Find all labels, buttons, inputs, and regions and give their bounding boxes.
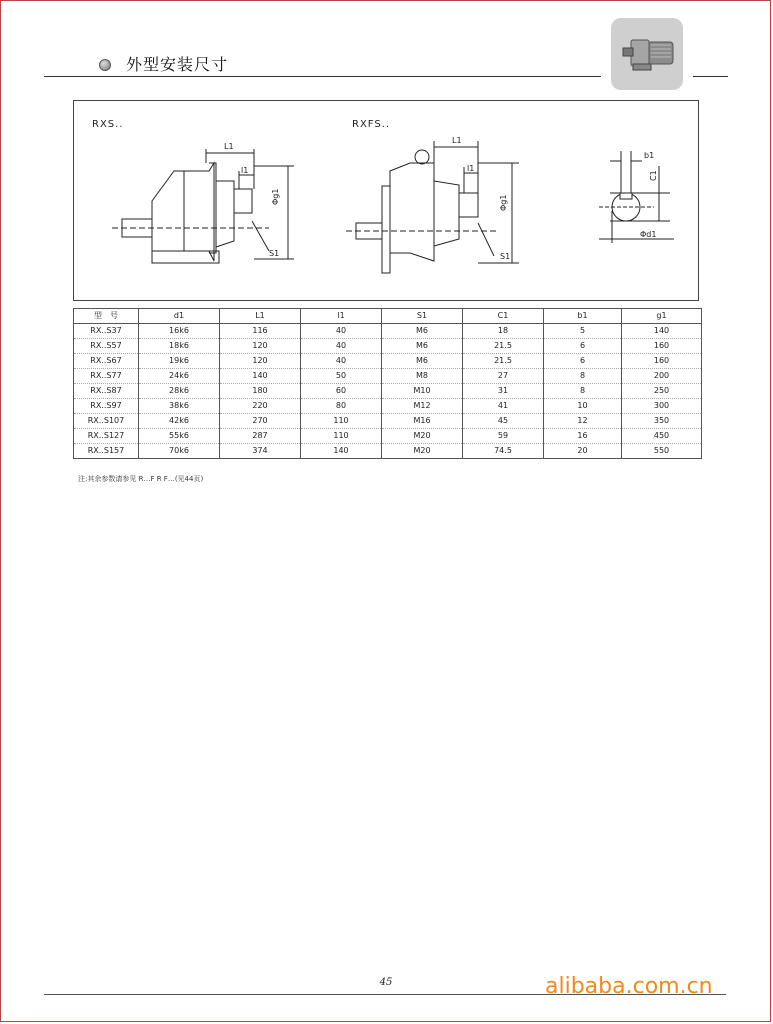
table-cell: 74.5	[463, 444, 544, 459]
product-thumbnail	[611, 18, 683, 90]
watermark: alibaba.com.cn	[545, 974, 713, 999]
table-cell: 250	[622, 384, 702, 399]
technical-drawing	[74, 101, 698, 300]
col-header: d1	[139, 309, 220, 324]
table-cell: 16	[544, 429, 622, 444]
table-cell: 20	[544, 444, 622, 459]
dim-g1-left: Φg1	[271, 188, 280, 205]
table-cell: M6	[382, 354, 463, 369]
table-cell: M20	[382, 444, 463, 459]
footnote: 注:其余参数请参见 R…F R F…(见44页)	[78, 475, 204, 483]
table-cell: 550	[622, 444, 702, 459]
table-cell: 220	[220, 399, 301, 414]
table-cell: RX..S97	[74, 399, 139, 414]
dim-L1-right: L1	[452, 136, 462, 145]
table-cell: 38k6	[139, 399, 220, 414]
table-cell: 5	[544, 324, 622, 339]
header-rule	[44, 76, 601, 77]
table-cell: 60	[301, 384, 382, 399]
table-cell: M10	[382, 384, 463, 399]
table-row	[74, 354, 702, 369]
page-number: 45	[379, 977, 393, 988]
gear-motor-icon	[611, 18, 683, 90]
table-cell: RX..S107	[74, 414, 139, 429]
dimension-drawings	[73, 100, 699, 301]
table-row	[74, 429, 702, 444]
table-cell: 270	[220, 414, 301, 429]
dim-L1-left: L1	[224, 142, 234, 151]
table-cell: 110	[301, 414, 382, 429]
dim-d1: Φd1	[640, 230, 657, 239]
dim-l1-left: l1	[241, 166, 249, 175]
rxs-cone	[216, 181, 234, 247]
table-cell: M16	[382, 414, 463, 429]
table-row	[74, 399, 702, 414]
rxfs-cone	[434, 181, 459, 246]
table-cell: 160	[622, 339, 702, 354]
col-header: b1	[544, 309, 622, 324]
rxs-body	[184, 163, 214, 261]
table-cell: 6	[544, 339, 622, 354]
drawing-label-rxfs: RXFS..	[352, 119, 391, 130]
col-header: 型 号	[74, 309, 139, 324]
table-cell: 300	[622, 399, 702, 414]
table-cell: 10	[544, 399, 622, 414]
dim-g1-right: Φg1	[499, 194, 508, 211]
rxs-foot	[152, 251, 219, 263]
table-cell: 16k6	[139, 324, 220, 339]
table-cell: RX..S87	[74, 384, 139, 399]
table-row	[74, 324, 702, 339]
table-cell: 59	[463, 429, 544, 444]
dim-c1: C1	[649, 170, 658, 181]
table-cell: 6	[544, 354, 622, 369]
table-cell: 287	[220, 429, 301, 444]
table-cell: RX..S37	[74, 324, 139, 339]
table-cell: 45	[463, 414, 544, 429]
col-header: S1	[382, 309, 463, 324]
table-cell: 350	[622, 414, 702, 429]
drawing-label-rxs: RXS..	[92, 119, 124, 130]
col-header: C1	[463, 309, 544, 324]
table-cell: 18	[463, 324, 544, 339]
table-cell: 21.5	[463, 354, 544, 369]
dim-b1: b1	[644, 151, 655, 160]
rxfs-flange-plate	[382, 186, 390, 273]
dim-S1-right: S1	[500, 252, 511, 261]
table-cell: RX..S157	[74, 444, 139, 459]
table-row	[74, 369, 702, 384]
table-cell: RX..S77	[74, 369, 139, 384]
col-header: L1	[220, 309, 301, 324]
header-rule-right	[693, 76, 728, 77]
rxs-flange	[209, 163, 216, 253]
table-cell: 27	[463, 369, 544, 384]
table-cell: 40	[301, 354, 382, 369]
table-cell: M8	[382, 369, 463, 384]
table-cell: 110	[301, 429, 382, 444]
table-cell: 28k6	[139, 384, 220, 399]
rxfs-housing	[390, 163, 434, 261]
table-row	[74, 339, 702, 354]
table-cell: 21.5	[463, 339, 544, 354]
table-cell: 140	[301, 444, 382, 459]
table-row	[74, 384, 702, 399]
dim-l1-right: l1	[467, 164, 475, 173]
table-cell: 70k6	[139, 444, 220, 459]
table-cell: 55k6	[139, 429, 220, 444]
table-cell: 31	[463, 384, 544, 399]
table-cell: M6	[382, 324, 463, 339]
dimension-table	[73, 308, 702, 459]
table-cell: RX..S67	[74, 354, 139, 369]
table-cell: 19k6	[139, 354, 220, 369]
rxs-output-shaft	[234, 189, 252, 213]
table-cell: 120	[220, 354, 301, 369]
table-cell: 200	[622, 369, 702, 384]
table-cell: 140	[220, 369, 301, 384]
table-cell: M6	[382, 339, 463, 354]
table-cell: RX..S127	[74, 429, 139, 444]
table-cell: 8	[544, 384, 622, 399]
table-cell: 40	[301, 324, 382, 339]
table-cell: 80	[301, 399, 382, 414]
table-cell: 450	[622, 429, 702, 444]
rxfs-output-shaft	[459, 193, 478, 217]
col-header: g1	[622, 309, 702, 324]
table-cell: 8	[544, 369, 622, 384]
table-row	[74, 414, 702, 429]
table-cell: 50	[301, 369, 382, 384]
table-cell: 12	[544, 414, 622, 429]
table-cell: 116	[220, 324, 301, 339]
table-cell: 374	[220, 444, 301, 459]
table-cell: 24k6	[139, 369, 220, 384]
col-header: l1	[301, 309, 382, 324]
table-cell: 41	[463, 399, 544, 414]
table-cell: M12	[382, 399, 463, 414]
dim-S1-left: S1	[269, 249, 280, 258]
table-cell: 180	[220, 384, 301, 399]
table-cell: M20	[382, 429, 463, 444]
table-row	[74, 444, 702, 459]
table-header-row	[74, 309, 702, 324]
table-cell: RX..S57	[74, 339, 139, 354]
rxs-housing	[152, 171, 184, 251]
table-cell: 18k6	[139, 339, 220, 354]
table-cell: 120	[220, 339, 301, 354]
table-cell: 42k6	[139, 414, 220, 429]
table-cell: 40	[301, 339, 382, 354]
bullet-icon	[99, 59, 111, 71]
table-cell: 140	[622, 324, 702, 339]
table-cell: 160	[622, 354, 702, 369]
page-title: 外型安装尺寸	[126, 55, 229, 74]
